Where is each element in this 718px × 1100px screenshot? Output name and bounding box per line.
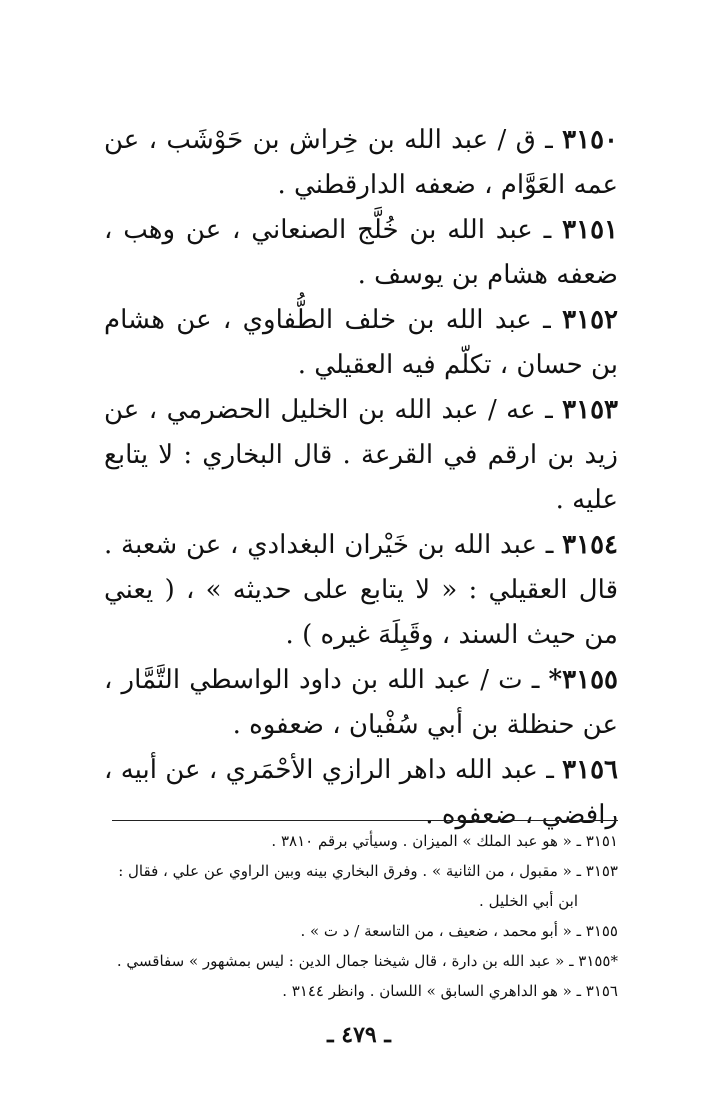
footnote-divider [112,820,618,821]
entry-number: ٣١٥٥* [548,665,618,695]
entry-number: ٣١٥٣ [562,395,618,425]
entry-text: ـ عبد الله بن خلف الطُّفاوي ، عن هشام بن حسان ، تكلّم فيه العقيلي . [104,305,618,380]
entry-number: ٣١٥٤ [562,530,618,560]
entry-number: ٣١٥٠ [562,125,618,155]
entry-3152 [104,298,618,388]
entry-3155 [104,658,618,748]
entry-3151 [104,208,618,298]
footnote: ٣١٥٦ ـ « هو الداهري السابق » اللسان . وانظر ٣١٤٤ . [282,982,618,1000]
main-text [104,118,618,838]
footnote-continuation-text: ابن أبي الخليل . [479,892,578,910]
entry-3153 [104,388,618,523]
entry-text: ـ عبد الله بن خُلَّج الصنعاني ، عن وهب ، ضعفه هشام بن يوسف . [104,215,618,290]
footnote: ٣١٥٣ ـ « مقبول ، من الثانية » . وفرق البخاري بينه وبين الراوي عن علي ، فقال : [118,862,618,880]
entry-3154 [104,523,618,658]
entry-text: ـ ق / عبد الله بن خِراش بن حَوْشَب ، عن عمه العَوَّام ، ضعفه الدارقطني . [104,125,618,200]
entry-number: ٣١٥١ [562,215,618,245]
footnote: *٣١٥٥ ـ « عبد الله بن دارة ، قال شيخنا جمال الدين : ليس بمشهور » سفاقسي . [116,952,618,970]
entry-3150 [104,118,618,208]
footnote: ٣١٥٥ ـ « أبو محمد ، ضعيف ، من التاسعة / د ت » . [300,922,618,940]
entry-3156 [104,748,618,838]
entry-text: ـ عه / عبد الله بن الخليل الحضرمي ، عن زيد بن ارقم في القرعة . قال البخاري : لا يتابع عليه . [104,395,618,515]
footnote: ٣١٥١ ـ « هو عبد الملك » الميزان . وسيأتي برقم ٣٨١٠ . [271,832,618,850]
entry-number: ٣١٥٦ [562,755,618,785]
footnotes [112,826,618,1006]
page-number: ـ ٤٧٩ ـ [327,1022,391,1048]
entry-text: ـ عبد الله بن خَيْران البغدادي ، عن شعبة . قال العقيلي : « لا يتابع على حديثه » ، ( يعني من حيث السند ، وقَبِلَهَ غيره ) . [104,530,618,650]
entry-number: ٣١٥٢ [562,305,618,335]
footnote-continuation [112,886,618,916]
entry-text: ـ ت / عبد الله بن داود الواسطي التَّمَّار ، عن حنظلة بن أبي سُفْيان ، ضعفوه . [104,665,618,740]
entry-text: ـ عبد الله داهر الرازي الأحْمَري ، عن أبيه ، رافضي ، ضعفوه . [104,755,618,830]
